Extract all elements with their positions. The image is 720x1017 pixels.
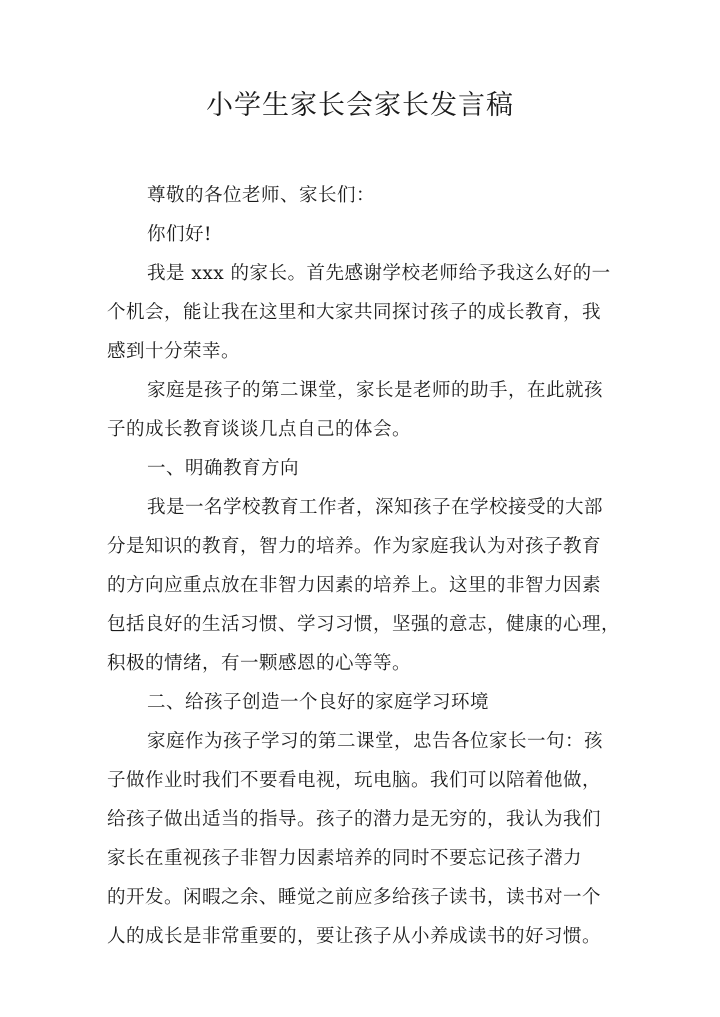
text-line: 我是 xxx 的家长。首先感谢学校老师给予我这么好的一 [147, 263, 611, 284]
text-line: 尊敬的各位老师、家长们： [147, 185, 376, 206]
text-line: 个机会，能让我在这里和大家共同探讨孩子的成长教育，我 [107, 302, 602, 323]
text-line: 分是知识的教育，智力的培养。作为家庭我认为对孩子教育 [107, 536, 602, 557]
text-line: 包括良好的生活习惯、学习习惯，坚强的意志，健康的心理， [107, 614, 621, 635]
text-line: 感到十分荣幸。 [107, 341, 241, 362]
text-line: 家庭作为孩子学习的第二课堂，忠告各位家长一句：孩 [147, 731, 604, 752]
document-body [107, 176, 627, 956]
text-line: 一、明确教育方向 [147, 458, 300, 479]
text-line: 二、给孩子创造一个良好的家庭学习环境 [147, 692, 490, 713]
text-line: 家庭是孩子的第二课堂，家长是老师的助手，在此就孩 [147, 380, 604, 401]
text-line: 人的成长是非常重要的，要让孩子从小养成读书的好习惯。 [107, 926, 602, 947]
text-line: 子做作业时我们不要看电视，玩电脑。我们可以陪着他做， [107, 770, 602, 791]
text-line: 积极的情绪，有一颗感恩的心等等。 [107, 653, 412, 674]
text-line: 的开发。闲暇之余、睡觉之前应多给孩子读书，读书对一个 [107, 887, 602, 908]
text-line: 家长在重视孩子非智力因素培养的同时不要忘记孩子潜力 [107, 848, 583, 869]
text-line: 我是一名学校教育工作者，深知孩子在学校接受的大部 [147, 497, 604, 518]
text-line: 子的成长教育谈谈几点自己的体会。 [107, 419, 412, 440]
document-title: 小学生家长会家长发言稿 [206, 90, 514, 121]
text-line: 的方向应重点放在非智力因素的培养上。这里的非智力因素 [107, 575, 602, 596]
text-line: 给孩子做出适当的指导。孩子的潜力是无穷的，我认为我们 [107, 809, 602, 830]
text-line: 你们好! [147, 224, 212, 245]
